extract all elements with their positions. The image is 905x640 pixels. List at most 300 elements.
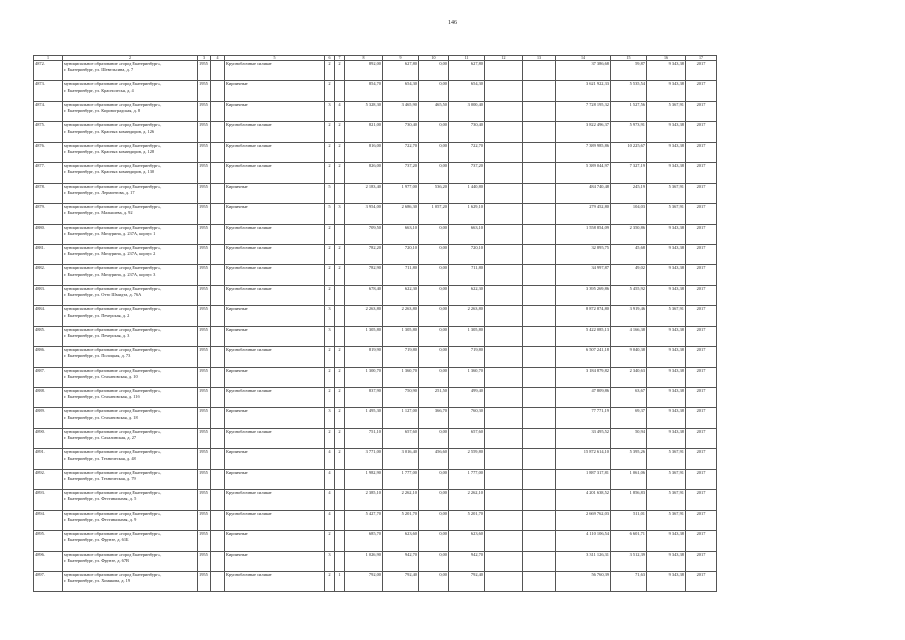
residential-area-cell: 654,30	[383, 81, 419, 101]
table-row	[34, 326, 717, 346]
table-row	[34, 428, 717, 448]
year-planned-cell: 2017	[686, 306, 717, 326]
table-row	[34, 61, 717, 81]
private-area-cell: 1 440,80	[449, 183, 485, 203]
total-area-cell: 751,10	[345, 428, 383, 448]
col13-cell	[523, 122, 556, 142]
cost-per-sqm-cell: 9 040,38	[611, 347, 647, 367]
residential-area-cell: 720,10	[383, 244, 419, 264]
year-planned-cell: 2017	[686, 244, 717, 264]
residential-area-cell: 1 305,80	[383, 326, 419, 346]
owner-name: муниципальное образование «город Екатеринбург»,	[64, 163, 162, 169]
floors-cell: 3	[325, 326, 335, 346]
repair-cost-cell: 7 728 195,32	[556, 101, 611, 121]
entrances-cell	[335, 81, 345, 101]
wall-material-cell: Кирпичные	[225, 449, 325, 469]
cost-per-sqm-cell: 45,68	[611, 244, 647, 264]
entrances-cell: 2	[335, 347, 345, 367]
col13-cell	[523, 510, 556, 530]
year-cell: 1955	[198, 265, 211, 285]
wall-material-cell: Крупноблочные силикат	[225, 285, 325, 305]
cost-per-sqm-cell: 4 166,38	[611, 326, 647, 346]
column-number-cell: 11	[449, 56, 485, 61]
private-area-cell: 654,30	[449, 81, 485, 101]
year-planned-cell: 2017	[686, 285, 717, 305]
year-planned-cell: 2017	[686, 469, 717, 489]
cost-per-sqm-cell: 104,03	[611, 204, 647, 224]
wall-material-cell: Крупноблочные силикат	[225, 244, 325, 264]
owner-name: муниципальное образование «город Екатеринбург»,	[64, 306, 162, 312]
entrances-cell	[335, 285, 345, 305]
municipal-area-cell: 0,00	[419, 81, 449, 101]
table-row	[34, 510, 717, 530]
table-row	[34, 449, 717, 469]
total-area-cell: 816,00	[345, 142, 383, 162]
year-cell: 1955	[198, 285, 211, 305]
year-cell: 1955	[198, 224, 211, 244]
row-number-cell: 4896.	[34, 551, 63, 571]
limit-cost-cell: 5 367,91	[647, 449, 686, 469]
wall-material-cell: Кирпичные	[225, 326, 325, 346]
table-row	[34, 531, 717, 551]
private-area-cell: 2 559,80	[449, 449, 485, 469]
year-cell: 1955	[198, 244, 211, 264]
col13-cell	[523, 408, 556, 428]
owner-name: муниципальное образование «город Екатеринбург»,	[64, 510, 162, 516]
col12-cell	[485, 408, 523, 428]
owner-name: муниципальное образование «город Екатеринбург»,	[64, 449, 162, 455]
owner-address-cell	[63, 306, 198, 326]
col13-cell	[523, 183, 556, 203]
floors-cell: 2	[325, 367, 335, 387]
col13-cell	[523, 101, 556, 121]
repair-cost-cell: 34 997,87	[556, 265, 611, 285]
limit-cost-cell: 9 343,38	[647, 326, 686, 346]
private-area-cell: 3 000,40	[449, 101, 485, 121]
municipal-area-cell: 0,00	[419, 285, 449, 305]
building-address: г. Екатеринбург, ул. Стахановская, д. 10	[64, 373, 138, 379]
table-row	[34, 244, 717, 264]
row-number-cell: 4878.	[34, 183, 63, 203]
table-row	[34, 571, 717, 591]
private-area-cell: 622,30	[449, 285, 485, 305]
wall-material-cell: Кирпичные	[225, 204, 325, 224]
col4-cell	[211, 306, 225, 326]
residential-area-cell: 750,90	[383, 388, 419, 408]
year-cell: 1955	[198, 531, 211, 551]
owner-name: муниципальное образование «город Екатеринбург»,	[64, 122, 162, 128]
table-row	[34, 285, 717, 305]
cost-per-sqm-cell: 245,19	[611, 183, 647, 203]
municipal-area-cell: 0,00	[419, 510, 449, 530]
repair-cost-cell: 484 740,48	[556, 183, 611, 203]
private-area-cell: 2 263,80	[449, 306, 485, 326]
floors-cell: 2	[325, 285, 335, 305]
wall-material-cell: Кирпичные	[225, 306, 325, 326]
col12-cell	[485, 183, 523, 203]
municipal-area-cell: 0,00	[419, 306, 449, 326]
total-area-cell: 826,00	[345, 163, 383, 183]
owner-name: муниципальное образование «город Екатеринбург»,	[64, 551, 162, 557]
entrances-cell	[335, 224, 345, 244]
housing-registry-table	[33, 55, 717, 592]
year-planned-cell: 2017	[686, 490, 717, 510]
limit-cost-cell: 5 367,91	[647, 306, 686, 326]
building-address: г. Екатеринбург, ул. Краснолесья, д. 4	[64, 87, 134, 93]
col13-cell	[523, 449, 556, 469]
wall-material-cell: Крупноблочные силикат	[225, 571, 325, 591]
total-area-cell: 1 026,90	[345, 551, 383, 571]
entrances-cell	[335, 326, 345, 346]
column-number-cell: 15	[611, 56, 647, 61]
repair-cost-cell: 5 422 085,13	[556, 326, 611, 346]
year-cell: 1955	[198, 347, 211, 367]
col4-cell	[211, 163, 225, 183]
col13-cell	[523, 347, 556, 367]
row-number-cell: 4879.	[34, 204, 63, 224]
floors-cell: 4	[325, 490, 335, 510]
building-address: г. Екатеринбург, ул. Малышева, д. 92	[64, 210, 133, 216]
municipal-area-cell: 0,00	[419, 531, 449, 551]
cost-per-sqm-cell: 1 856,83	[611, 490, 647, 510]
private-area-cell: 711,80	[449, 265, 485, 285]
residential-area-cell: 3 016,40	[383, 449, 419, 469]
total-area-cell: 819,90	[345, 347, 383, 367]
owner-name: муниципальное образование «город Екатеринбург»,	[64, 388, 162, 393]
table-row	[34, 388, 717, 408]
row-number-cell: 4890.	[34, 428, 63, 448]
year-cell: 1955	[198, 122, 211, 142]
repair-cost-cell: 3 822 496,37	[556, 122, 611, 142]
municipal-area-cell: 0,00	[419, 265, 449, 285]
cost-per-sqm-cell: 5 455,92	[611, 285, 647, 305]
limit-cost-cell: 5 367,91	[647, 469, 686, 489]
col13-cell	[523, 142, 556, 162]
private-area-cell: 627,80	[449, 61, 485, 81]
owner-address-cell	[63, 367, 198, 387]
cost-per-sqm-cell: 3 919,46	[611, 306, 647, 326]
owner-address-cell	[63, 449, 198, 469]
col4-cell	[211, 81, 225, 101]
year-planned-cell: 2017	[686, 531, 717, 551]
col4-cell	[211, 531, 225, 551]
total-area-cell: 685,70	[345, 531, 383, 551]
year-planned-cell: 2017	[686, 367, 717, 387]
building-address: г. Екатеринбург, ул. Фестивальная, д. 5	[64, 496, 137, 502]
cost-per-sqm-cell: 71,63	[611, 571, 647, 591]
col13-cell	[523, 265, 556, 285]
year-planned-cell: 2017	[686, 347, 717, 367]
limit-cost-cell: 5 367,91	[647, 490, 686, 510]
cost-per-sqm-cell: 1 061,06	[611, 469, 647, 489]
municipal-area-cell: 0,00	[419, 122, 449, 142]
table-row	[34, 142, 717, 162]
limit-cost-cell: 9 343,38	[647, 408, 686, 428]
owner-name: муниципальное образование «город Екатеринбург»,	[64, 285, 162, 291]
private-area-cell: 720,10	[449, 244, 485, 264]
col4-cell	[211, 265, 225, 285]
building-address: г. Екатеринбург, ул. Фрунзе, д. 61Б	[64, 537, 129, 543]
entrances-cell: 2	[335, 449, 345, 469]
year-cell: 1955	[198, 388, 211, 408]
row-number-cell: 4887.	[34, 367, 63, 387]
owner-name: муниципальное образование «город Екатеринбург»,	[64, 224, 162, 230]
year-cell: 1955	[198, 551, 211, 571]
page-number: 146	[448, 20, 457, 26]
municipal-area-cell: 0,00	[419, 469, 449, 489]
col12-cell	[485, 224, 523, 244]
col12-cell	[485, 326, 523, 346]
building-address: г. Екатеринбург, ул. Отто Шмидта, д. 76А	[64, 292, 142, 298]
owner-name: муниципальное образование «город Екатеринбург»,	[64, 61, 162, 66]
private-area-cell: 5 201,70	[449, 510, 485, 530]
owner-address-cell	[63, 142, 198, 162]
col13-cell	[523, 61, 556, 81]
year-planned-cell: 2017	[686, 571, 717, 591]
owner-address-cell	[63, 265, 198, 285]
private-area-cell: 657,60	[449, 428, 485, 448]
entrances-cell	[335, 531, 345, 551]
year-planned-cell: 2017	[686, 388, 717, 408]
table-row	[34, 224, 717, 244]
column-number-cell: 13	[523, 56, 556, 61]
owner-address-cell	[63, 490, 198, 510]
residential-area-cell: 1 127,00	[383, 408, 419, 428]
col13-cell	[523, 531, 556, 551]
table-row	[34, 306, 717, 326]
col12-cell	[485, 142, 523, 162]
floors-cell: 2	[325, 388, 335, 408]
owner-address-cell	[63, 326, 198, 346]
limit-cost-cell: 9 343,38	[647, 367, 686, 387]
year-cell: 1955	[198, 163, 211, 183]
column-number-cell: 3	[198, 56, 211, 61]
residential-area-cell: 663,10	[383, 224, 419, 244]
table-row	[34, 551, 717, 571]
year-cell: 1955	[198, 142, 211, 162]
building-address: г. Екатеринбург, ул. Фрунзе, д. 67В	[64, 557, 129, 563]
col4-cell	[211, 367, 225, 387]
entrances-cell	[335, 490, 345, 510]
col13-cell	[523, 163, 556, 183]
row-number-cell: 4892.	[34, 469, 63, 489]
entrances-cell: 2	[335, 428, 345, 448]
col12-cell	[485, 490, 523, 510]
floors-cell: 3	[325, 101, 335, 121]
cost-per-sqm-cell: 3 512,39	[611, 551, 647, 571]
residential-area-cell: 711,80	[383, 265, 419, 285]
entrances-cell: 2	[335, 142, 345, 162]
repair-cost-cell: 3 395 269,86	[556, 285, 611, 305]
municipal-area-cell: 0,00	[419, 244, 449, 264]
private-area-cell: 760,30	[449, 408, 485, 428]
col13-cell	[523, 571, 556, 591]
total-area-cell: 2 183,40	[345, 183, 383, 203]
row-number-cell: 4889.	[34, 408, 63, 428]
building-address: г. Екатеринбург, ул. Мичурина, д. 237А, корпус 1	[64, 230, 156, 236]
private-area-cell: 1 360,70	[449, 367, 485, 387]
repair-cost-cell: 2 669 762,03	[556, 510, 611, 530]
building-address: г. Екатеринбург, ул. Красных командиров, д. 128	[64, 149, 155, 155]
column-number-cell: 4	[211, 56, 225, 61]
limit-cost-cell: 9 343,38	[647, 122, 686, 142]
owner-name: муниципальное образование «город Екатеринбург»,	[64, 367, 162, 373]
year-cell: 1955	[198, 571, 211, 591]
total-area-cell: 854,70	[345, 81, 383, 101]
limit-cost-cell: 9 343,38	[647, 81, 686, 101]
owner-address-cell	[63, 101, 198, 121]
municipal-area-cell: 0,00	[419, 490, 449, 510]
row-number-cell: 4877.	[34, 163, 63, 183]
col12-cell	[485, 122, 523, 142]
year-cell: 1955	[198, 306, 211, 326]
building-address: г. Екатеринбург, ул. Мичурина, д. 237А, корпус 2	[64, 251, 156, 257]
floors-cell: 3	[325, 408, 335, 428]
limit-cost-cell: 9 343,38	[647, 388, 686, 408]
table-row	[34, 408, 717, 428]
cost-per-sqm-cell: 50,94	[611, 428, 647, 448]
floors-cell: 5	[325, 204, 335, 224]
total-area-cell: 1 982,90	[345, 469, 383, 489]
owner-address-cell	[63, 428, 198, 448]
year-planned-cell: 2017	[686, 408, 717, 428]
col4-cell	[211, 61, 225, 81]
col12-cell	[485, 285, 523, 305]
wall-material-cell: Крупноблочные силикат	[225, 122, 325, 142]
building-address: г. Екатеринбург, ул. Лермонтова, д. 17	[64, 189, 135, 195]
residential-area-cell: 2 263,80	[383, 306, 419, 326]
col12-cell	[485, 388, 523, 408]
wall-material-cell: Крупноблочные силикат	[225, 388, 325, 408]
entrances-cell	[335, 551, 345, 571]
owner-name: муниципальное образование «город Екатеринбург»,	[64, 101, 162, 107]
building-address: г. Екатеринбург, ул. Хомякова, д. 19	[64, 578, 131, 584]
year-cell: 1955	[198, 428, 211, 448]
row-number-cell: 4880.	[34, 224, 63, 244]
owner-address-cell	[63, 61, 198, 81]
owner-name: муниципальное образование «город Екатеринбург»,	[64, 347, 162, 353]
floors-cell: 2	[325, 571, 335, 591]
col4-cell	[211, 510, 225, 530]
municipal-area-cell: 456,60	[419, 449, 449, 469]
repair-cost-cell: 4 201 638,52	[556, 490, 611, 510]
residential-area-cell: 622,30	[383, 285, 419, 305]
wall-material-cell: Крупноблочные силикат	[225, 510, 325, 530]
col12-cell	[485, 204, 523, 224]
row-number-cell: 4893.	[34, 490, 63, 510]
building-address: г. Екатеринбург, ул. Полоцкая, д. 73	[64, 353, 131, 359]
wall-material-cell: Кирпичные	[225, 183, 325, 203]
col12-cell	[485, 469, 523, 489]
row-number-cell: 4888.	[34, 388, 63, 408]
col4-cell	[211, 244, 225, 264]
building-address: г. Екатеринбург, ул. Красных командиров, д. 130	[64, 169, 155, 175]
total-area-cell: 3 954,00	[345, 204, 383, 224]
floors-cell: 2	[325, 428, 335, 448]
column-number-cell: 12	[485, 56, 523, 61]
column-number-cell: 8	[345, 56, 383, 61]
entrances-cell	[335, 510, 345, 530]
total-area-cell: 792,00	[345, 571, 383, 591]
row-number-cell: 4894.	[34, 510, 63, 530]
year-cell: 1955	[198, 449, 211, 469]
col12-cell	[485, 101, 523, 121]
cost-per-sqm-cell: 10 225,67	[611, 142, 647, 162]
limit-cost-cell: 9 343,38	[647, 428, 686, 448]
wall-material-cell: Кирпичные	[225, 469, 325, 489]
owner-address-cell	[63, 347, 198, 367]
owner-address-cell	[63, 204, 198, 224]
row-number-cell: 4897.	[34, 571, 63, 591]
repair-cost-cell: 1 558 854,09	[556, 224, 611, 244]
col13-cell	[523, 490, 556, 510]
col13-cell	[523, 469, 556, 489]
limit-cost-cell: 9 343,38	[647, 244, 686, 264]
column-number-cell: 6	[325, 56, 335, 61]
limit-cost-cell: 5 367,91	[647, 101, 686, 121]
limit-cost-cell: 5 367,91	[647, 204, 686, 224]
col4-cell	[211, 142, 225, 162]
year-cell: 1955	[198, 183, 211, 203]
cost-per-sqm-cell: 49,02	[611, 265, 647, 285]
col4-cell	[211, 101, 225, 121]
year-planned-cell: 2017	[686, 101, 717, 121]
cost-per-sqm-cell: 5 535,54	[611, 81, 647, 101]
entrances-cell: 2	[335, 388, 345, 408]
year-cell: 1955	[198, 326, 211, 346]
wall-material-cell: Крупноблочные силикат	[225, 163, 325, 183]
owner-name: муниципальное образование «город Екатеринбург»,	[64, 531, 162, 537]
wall-material-cell: Крупноблочные силикат	[225, 61, 325, 81]
limit-cost-cell: 9 343,38	[647, 571, 686, 591]
limit-cost-cell: 9 343,38	[647, 163, 686, 183]
owner-name: муниципальное образование «город Екатеринбург»,	[64, 408, 162, 414]
repair-cost-cell: 3 184 879,82	[556, 367, 611, 387]
residential-area-cell: 792,40	[383, 571, 419, 591]
col4-cell	[211, 285, 225, 305]
repair-cost-cell: 32 895,75	[556, 244, 611, 264]
table-row	[34, 265, 717, 285]
year-planned-cell: 2017	[686, 326, 717, 346]
year-planned-cell: 2017	[686, 265, 717, 285]
col12-cell	[485, 510, 523, 530]
repair-cost-cell: 3 311 126,31	[556, 551, 611, 571]
col4-cell	[211, 122, 225, 142]
year-planned-cell: 2017	[686, 61, 717, 81]
wall-material-cell: Крупноблочные силикат	[225, 224, 325, 244]
column-number-cell: 5	[225, 56, 325, 61]
year-cell: 1955	[198, 469, 211, 489]
owner-address-cell	[63, 571, 198, 591]
col13-cell	[523, 306, 556, 326]
col4-cell	[211, 408, 225, 428]
municipal-area-cell: 0,00	[419, 367, 449, 387]
building-address: г. Екатеринбург, ул. Шевельсина, д. 7	[64, 67, 134, 73]
repair-cost-cell: 33 495,52	[556, 428, 611, 448]
year-cell: 1955	[198, 490, 211, 510]
wall-material-cell: Крупноблочные силикат	[225, 490, 325, 510]
col4-cell	[211, 204, 225, 224]
entrances-cell: 2	[335, 367, 345, 387]
owner-address-cell	[63, 183, 198, 203]
col4-cell	[211, 326, 225, 346]
residential-area-cell: 730,40	[383, 122, 419, 142]
floors-cell: 3	[325, 306, 335, 326]
total-area-cell: 678,40	[345, 285, 383, 305]
repair-cost-cell: 1 887 317,81	[556, 469, 611, 489]
col12-cell	[485, 163, 523, 183]
repair-cost-cell: 6 507 241,18	[556, 347, 611, 367]
